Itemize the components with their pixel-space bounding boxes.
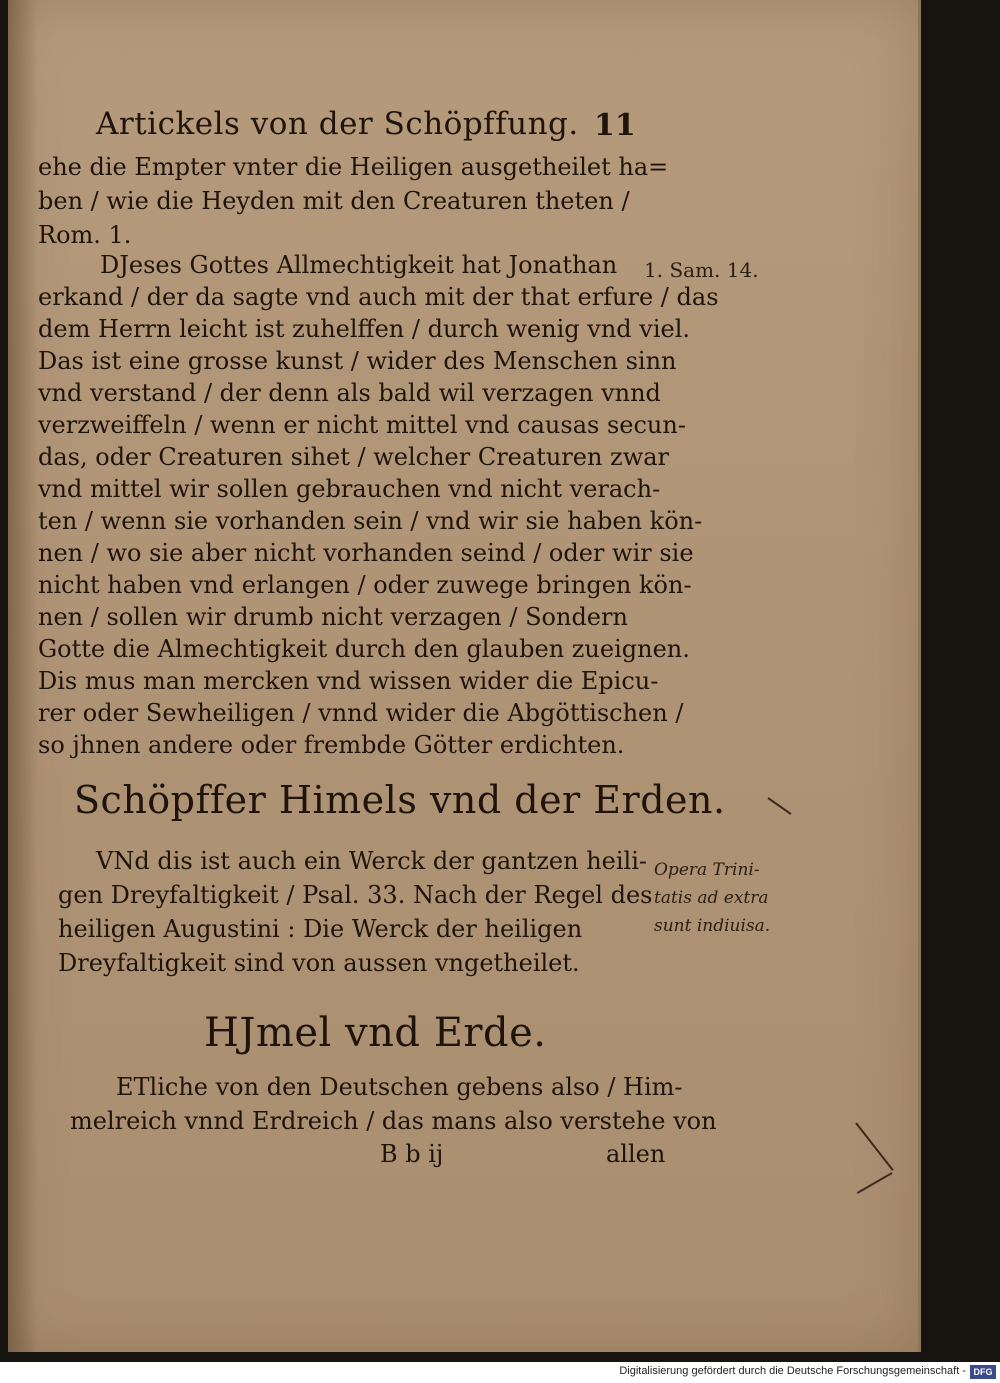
section-heading: HJmel vnd Erde.: [204, 1010, 547, 1056]
text-line: dem Herrn leicht ist zuhelffen / durch wenig vnd viel.: [38, 315, 691, 343]
text-line: vnd mittel wir sollen gebrauchen vnd nicht verach-: [38, 475, 661, 503]
text-line: das, oder Creaturen sihet / welcher Creaturen zwar: [38, 443, 670, 471]
text-line: DJeses Gottes Allmechtigkeit hat Jonathan: [100, 251, 618, 279]
page-number: 11: [594, 108, 636, 143]
dfg-logo: DFG: [970, 1365, 996, 1379]
footer-credit: Digitalisierung gefördert durch die Deutsche Forschungsgemeinschaft -: [619, 1365, 966, 1377]
footer-bar: [0, 1362, 1000, 1383]
text-line: nen / sollen wir drumb nicht verzagen / Sondern: [38, 603, 628, 631]
text-line: ben / wie die Heyden mit den Creaturen theten /: [38, 187, 630, 215]
section-heading: Schöpffer Himels vnd der Erden.: [74, 778, 726, 822]
text-line: ten / wenn sie vorhanden sein / vnd wir sie haben kön-: [38, 507, 703, 535]
text-line: melreich vnnd Erdreich / das mans also verstehe von: [70, 1107, 717, 1135]
text-line: erkand / der da sagte vnd auch mit der that erfure / das: [38, 283, 719, 311]
text-line: vnd verstand / der denn als bald wil verzagen vnnd: [38, 379, 661, 407]
margin-note: 1. Sam. 14.: [644, 258, 759, 282]
text-line: Dis mus man mercken vnd wissen wider die Epicu-: [38, 667, 659, 695]
running-head: Artickels von der Schöpffung.: [96, 106, 579, 142]
ink-stroke-mark: [855, 1122, 894, 1171]
text-line: Dreyfaltigkeit sind von aussen vngetheilet.: [58, 949, 580, 977]
catchword: allen: [606, 1140, 666, 1168]
text-line: nicht haben vnd erlangen / oder zuwege bringen kön-: [38, 571, 692, 599]
text-line: verzweiffeln / wenn er nicht mittel vnd causas secun-: [38, 411, 686, 439]
text-line: Gotte die Almechtigkeit durch den glauben zueignen.: [38, 635, 690, 663]
signature-mark: B b ij: [380, 1140, 444, 1168]
text-line: ehe die Empter vnter die Heiligen ausgetheilet ha=: [38, 153, 669, 181]
text-line: Rom. 1.: [38, 221, 132, 249]
margin-note: sunt indiuisa.: [654, 916, 771, 936]
book-page: [8, 0, 921, 1352]
ink-stroke-mark: [767, 797, 791, 815]
page-gutter-shadow: [8, 0, 38, 1352]
text-line: nen / wo sie aber nicht vorhanden seind / oder wir sie: [38, 539, 694, 567]
text-line: rer oder Sewheiligen / vnnd wider die Abgöttischen /: [38, 699, 684, 727]
text-line: gen Dreyfaltigkeit / Psal. 33. Nach der Regel des: [58, 881, 653, 909]
text-line: heiligen Augustini : Die Werck der heiligen: [58, 915, 583, 943]
text-line: ETliche von den Deutschen gebens also / Him-: [116, 1073, 683, 1101]
margin-note: Opera Trini-: [654, 860, 760, 880]
ink-stroke-mark: [857, 1172, 893, 1194]
text-line: VNd dis ist auch ein Werck der gantzen heili-: [96, 847, 648, 875]
margin-note: tatis ad extra: [654, 888, 769, 908]
text-line: so jhnen andere oder frembde Götter erdichten.: [38, 731, 625, 759]
text-line: Das ist eine grosse kunst / wider des Menschen sinn: [38, 347, 677, 375]
